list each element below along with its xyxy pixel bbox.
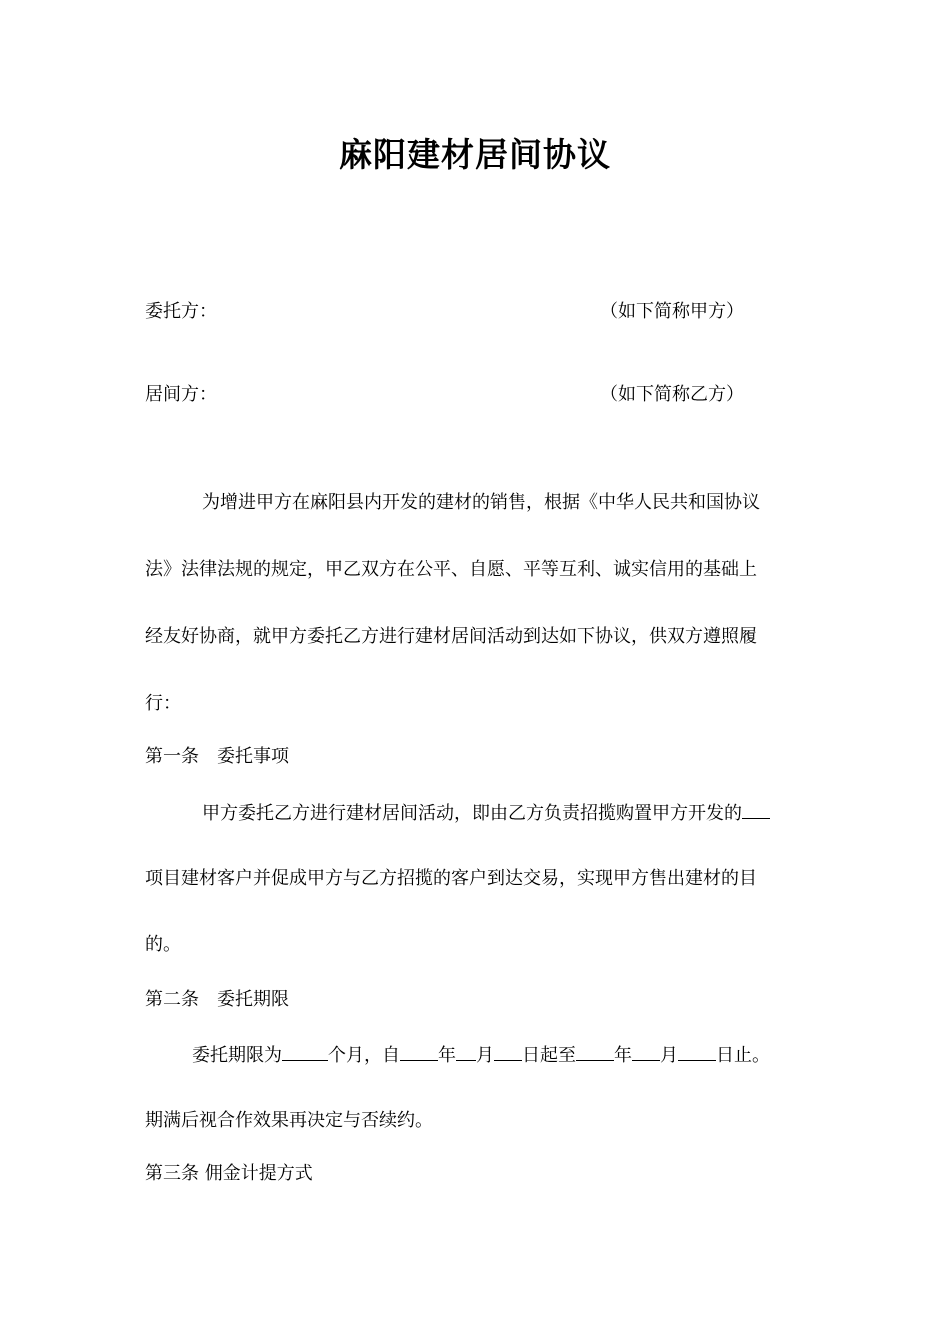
- term-text: 年: [438, 1045, 456, 1066]
- preamble-line: 法》法律法规的规定，甲乙双方在公平、自愿、平等互利、诚实信用的基础上: [145, 559, 757, 580]
- term-text: 月: [660, 1045, 678, 1066]
- article-line: 期满后视合作效果再决定与否续约。: [145, 1110, 433, 1131]
- party-broker-note: （如下简称乙方）: [600, 384, 744, 405]
- term-text: 个月，自: [328, 1045, 400, 1066]
- party-client-note: （如下简称甲方）: [600, 301, 744, 322]
- article-heading: 第一条 委托事项: [145, 746, 289, 767]
- term-text: 委托期限为: [192, 1045, 282, 1066]
- party-broker-label: 居间方：: [145, 384, 217, 405]
- article-line: 项目建材客户并促成甲方与乙方招揽的客户到达交易，实现甲方售出建材的目: [145, 868, 757, 889]
- term-text: 日起至: [522, 1045, 576, 1066]
- term-text: 月: [476, 1045, 494, 1066]
- fill-blank: [742, 800, 770, 819]
- fill-blank: [400, 1042, 438, 1061]
- article-line-text: 甲方委托乙方进行建材居间活动，即由乙方负责招揽购置甲方开发的: [202, 803, 742, 824]
- term-text: 日止。: [716, 1045, 770, 1066]
- preamble-line: 行：: [145, 693, 181, 714]
- article-heading: 第二条 委托期限: [145, 989, 289, 1010]
- fill-blank: [494, 1042, 522, 1061]
- preamble-line: 为增进甲方在麻阳县内开发的建材的销售，根据《中华人民共和国协议: [202, 492, 760, 513]
- article-line: 的。: [145, 934, 181, 955]
- document-title: 麻阳建材居间协议: [339, 135, 611, 174]
- fill-blank: [576, 1042, 614, 1061]
- party-client-label: 委托方：: [145, 301, 217, 322]
- fill-blank: [282, 1042, 328, 1061]
- fill-blank: [456, 1042, 476, 1061]
- preamble-line: 经友好协商，就甲方委托乙方进行建材居间活动到达如下协议，供双方遵照履: [145, 626, 757, 647]
- fill-blank: [678, 1042, 716, 1061]
- fill-blank: [632, 1042, 660, 1061]
- article-line: [202, 800, 770, 826]
- term-line: [192, 1042, 770, 1068]
- term-text: 年: [614, 1045, 632, 1066]
- article-heading: 第三条 佣金计提方式: [145, 1163, 313, 1184]
